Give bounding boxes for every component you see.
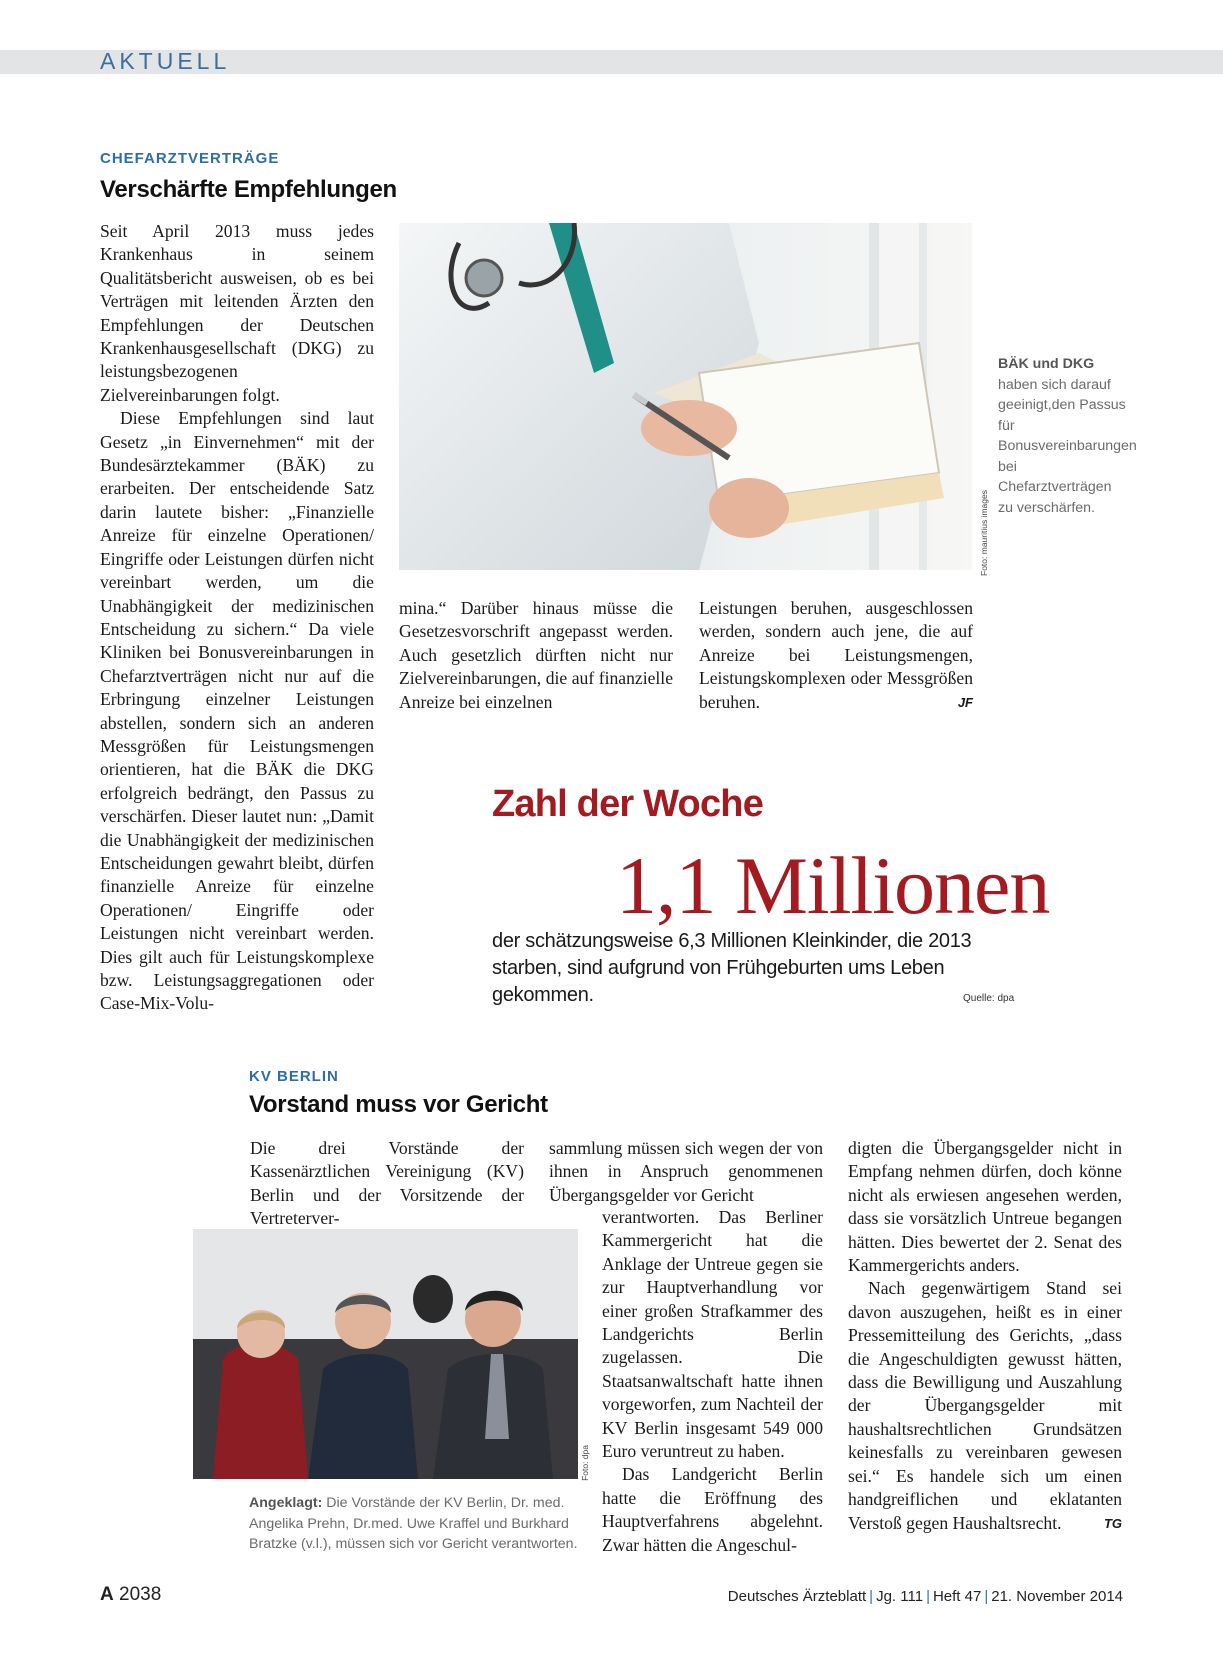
article1-column-2 <box>399 597 673 714</box>
paragraph <box>699 597 973 714</box>
page-number-value: 2038 <box>119 1584 162 1605</box>
kv-board-photo <box>193 1229 578 1479</box>
page-prefix: A <box>100 1584 114 1605</box>
article1-title: Verschärfte Empfehlungen <box>100 176 397 203</box>
side-caption-text: haben sich darauf geeinigt,den Passus für Bonusvereinbarungen bei Chefarztverträgen zu verschärfen. <box>998 376 1137 516</box>
column-text: Nach gegenwärtigem Stand sei davon auszugehen, heißt es in einer Pressemitteilung des Gerichts, „dass die Angeschuldigten gewusst hätten, dass die Bewilligung und Auszahlung der Übergangsgelder mit haushaltsrechtlichen Grundsätzen keinesfalls zu vereinbaren gewesen sei.“ Es handele sich um einen handgreiflichen und eklatanten Verstoß gegen Haushaltsrecht. <box>848 1278 1122 1533</box>
caption-label: Angeklagt: <box>249 1495 323 1511</box>
article2-column-3 <box>848 1137 1122 1535</box>
paragraph: Diese Empfehlungen sind laut Gesetz „in Einvernehmen“ mit der Bundesärztekammer (BÄK) zu erarbeiten. Der entscheidende Satz darin lautete bisher: „Finanzielle Anreize für einzelne Operationen/ Eingriffe oder Leistungen dürfen nicht vereinbart werden, um die Unabhängigkeit der medizinischen Entscheidung zu sichern.“ Da viele Kliniken bei Bonusvereinbarungen in Chefarztverträgen nicht nur auf die Erbringung einzelner Leistungen abstellen, sondern sich an anderen Messgrößen für Leistungsmengen orientieren, hat die BÄK die DKG erfolgreich bedrängt, den Passus zu verschärfen. Dieser lautet nun: „Damit die Unabhängigkeit der medizinischen Entscheidungen gewahrt bleibt, dürfen finanzielle Anreize für einzelne Operationen/ Eingriffe oder Leistungen nicht vereinbart werden. Dies gilt auch für Leistungskomplexe bzw. Leistungsaggregationen oder Case-Mix-Volu- <box>100 408 374 1014</box>
article1-kicker: CHEFARZTVERTRÄGE <box>100 150 280 167</box>
group-illustration <box>193 1229 578 1479</box>
side-caption <box>998 354 1137 518</box>
section-label: AKTUELL <box>100 48 231 74</box>
zahl-der-woche-number: 1,1 Millionen <box>616 840 1050 931</box>
separator: | <box>926 1588 930 1605</box>
author-signature: JF <box>957 694 973 710</box>
caption-text: Die Vorstände der KV Berlin, Dr. med. Angelika Prehn, Dr.med. Uwe Kraffel und Burkhard Bratzke (v.l.), müssen sich vor Gericht verantworten. <box>249 1495 578 1552</box>
article2-title: Vorstand muss vor Gericht <box>249 1091 548 1118</box>
journal-name: Deutsches Ärzteblatt <box>727 1588 867 1605</box>
date: 21. November 2014 <box>991 1588 1123 1605</box>
separator: | <box>869 1588 874 1605</box>
paragraph: sammlung müssen sich wegen der von ihnen in Anspruch genommenen Übergangsgelder vor Gericht <box>549 1138 823 1205</box>
separator: | <box>984 1588 989 1605</box>
author-signature: TG <box>1103 1515 1122 1531</box>
paragraph: digten die Übergangsgelder nicht in Empfang nehmen dürfen, doch könne nicht als erwiesen angesehen werden, dass sie vorsätzlich Untreue begangen hätten. Dies bewertet der 2. Senat des Kammergerichts anders. <box>848 1138 1122 1276</box>
paragraph <box>848 1277 1122 1534</box>
paragraph: Die drei Vorstände der Kassenärztlichen Vereinigung (KV) Berlin und der Vorsitzende der Vertreterver- <box>250 1138 524 1229</box>
page-number <box>100 1584 161 1606</box>
paragraph: verantworten. Das Berliner Kammergericht hat die Anklage der Untreue gegen sie zur Hauptverhandlung vor einer großen Strafkammer des Landgerichts Berlin zugelassen. Die Staatsanwaltschaft hatte ihnen vorgeworfen, zum Nachteil der KV Berlin insgesamt 549 000 Euro veruntreut zu haben. <box>602 1207 823 1462</box>
paragraph: Seit April 2013 muss jedes Krankenhaus in seinem Qualitätsbericht ausweisen, ob es bei Verträgen mit leitenden Ärzten den Empfehlungen der Deutschen Krankenhausgesellschaft (DKG) zu leistungsbezogenen Zielvereinbarungen folgt. <box>100 221 374 405</box>
issue: Heft 47 <box>932 1588 982 1605</box>
article1-column-3 <box>699 597 973 714</box>
paragraph: Das Landgericht Berlin hatte die Eröffnung des Hauptverfahrens abgelehnt. Zwar hätten die Angeschul- <box>602 1464 823 1555</box>
photo-credit: Foto: dpa <box>580 1445 590 1481</box>
column-text: Leistungen beruhen, ausgeschlossen werden, sondern auch jene, die auf Anreize bei Leistungsmengen, Leistungskomplexen oder Messgrößen beruhen. <box>699 598 973 712</box>
photo-credit: Foto: mauritius images <box>979 490 989 576</box>
doctor-illustration <box>399 223 972 570</box>
article2-column-1 <box>250 1137 524 1231</box>
volume: Jg. 111 <box>876 1588 924 1605</box>
article2-column-2-top <box>549 1137 823 1207</box>
zahl-der-woche-source: Quelle: dpa <box>963 993 1015 1004</box>
photo-caption <box>249 1493 579 1555</box>
article1-column-1 <box>100 220 374 1016</box>
zahl-der-woche-title: Zahl der Woche <box>492 783 764 825</box>
side-caption-title: BÄK und DKG <box>998 356 1095 372</box>
journal-footer <box>728 1588 1123 1605</box>
article2-kicker: KV BERLIN <box>249 1068 339 1085</box>
zahl-der-woche-text: der schätzungsweise 6,3 Millionen Kleinkinder, die 2013 starben, sind aufgrund von Frühgeburten ums Leben gekommen. <box>492 930 972 1006</box>
paragraph: mina.“ Darüber hinaus müsse die Gesetzesvorschrift angepasst werden. Auch gesetzlich dürften nicht nur Zielvereinbarungen, die auf finanzielle Anreize bei einzelnen <box>399 598 673 712</box>
article2-column-2 <box>602 1206 823 1557</box>
doctor-photo <box>399 223 972 570</box>
